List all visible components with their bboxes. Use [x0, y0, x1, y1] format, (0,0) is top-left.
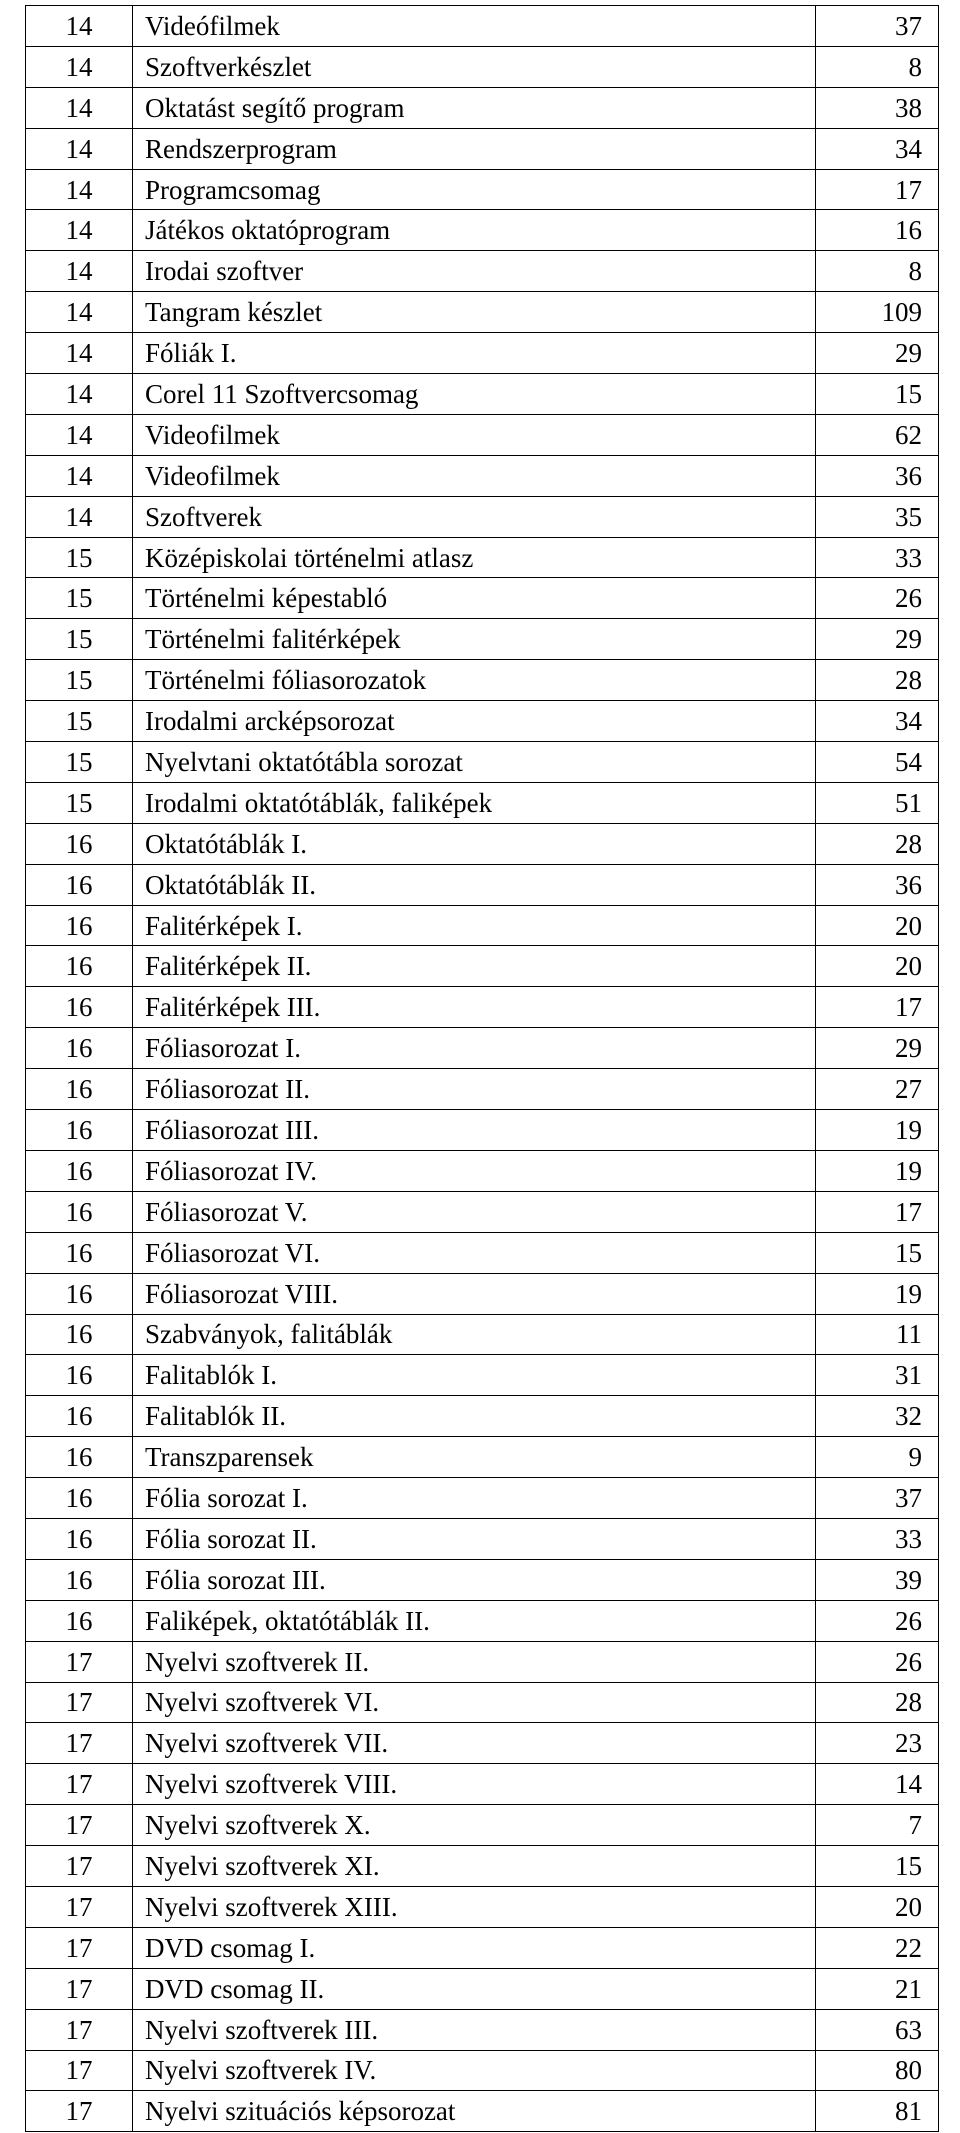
quantity-cell: 7: [816, 1805, 939, 1846]
quantity-cell: 29: [816, 333, 939, 374]
item-name-cell: Fóliasorozat III.: [133, 1110, 816, 1151]
item-name-cell: Programcsomag: [133, 169, 816, 210]
quantity-cell: 8: [816, 251, 939, 292]
grade-cell: 14: [26, 46, 133, 87]
table-row: [26, 1518, 939, 1559]
quantity-cell: 21: [816, 1968, 939, 2009]
item-name-cell: Fólia sorozat III.: [133, 1559, 816, 1600]
table-row: [26, 1600, 939, 1641]
table-row: [26, 455, 939, 496]
quantity-cell: 28: [816, 1682, 939, 1723]
table-row: [26, 742, 939, 783]
item-name-cell: Nyelvi szoftverek VIII.: [133, 1764, 816, 1805]
table-row: [26, 1232, 939, 1273]
grade-cell: 15: [26, 742, 133, 783]
table-row: [26, 619, 939, 660]
item-name-cell: Oktatótáblák I.: [133, 823, 816, 864]
quantity-cell: 33: [816, 1518, 939, 1559]
grade-cell: 17: [26, 1927, 133, 1968]
quantity-cell: 81: [816, 2091, 939, 2132]
item-name-cell: Irodalmi oktatótáblák, faliképek: [133, 782, 816, 823]
grade-cell: 16: [26, 1355, 133, 1396]
table-row: [26, 1355, 939, 1396]
item-name-cell: Oktatást segítő program: [133, 87, 816, 128]
grade-cell: 16: [26, 1396, 133, 1437]
table-row: [26, 414, 939, 455]
quantity-cell: 26: [816, 1641, 939, 1682]
table-row: [26, 496, 939, 537]
grade-cell: 17: [26, 2009, 133, 2050]
grade-cell: 16: [26, 823, 133, 864]
table-row: [26, 169, 939, 210]
table-row: [26, 1927, 939, 1968]
grade-cell: 15: [26, 619, 133, 660]
table-row: [26, 333, 939, 374]
grade-cell: 17: [26, 1968, 133, 2009]
grade-cell: 14: [26, 210, 133, 251]
item-name-cell: Fóliasorozat I.: [133, 1028, 816, 1069]
quantity-cell: 20: [816, 905, 939, 946]
grade-cell: 14: [26, 128, 133, 169]
item-name-cell: Fóliasorozat V.: [133, 1191, 816, 1232]
quantity-cell: 26: [816, 1600, 939, 1641]
table-row: [26, 251, 939, 292]
item-name-cell: Középiskolai történelmi atlasz: [133, 537, 816, 578]
item-name-cell: Faliképek, oktatótáblák II.: [133, 1600, 816, 1641]
table-row: [26, 2050, 939, 2091]
quantity-cell: 17: [816, 987, 939, 1028]
quantity-cell: 109: [816, 292, 939, 333]
grade-cell: 14: [26, 496, 133, 537]
item-name-cell: Nyelvi szoftverek VI.: [133, 1682, 816, 1723]
table-row: [26, 1968, 939, 2009]
grade-cell: 16: [26, 1273, 133, 1314]
grade-cell: 16: [26, 1069, 133, 1110]
item-name-cell: Szabványok, falitáblák: [133, 1314, 816, 1355]
grade-cell: 16: [26, 1314, 133, 1355]
quantity-cell: 16: [816, 210, 939, 251]
item-name-cell: Történelmi falitérképek: [133, 619, 816, 660]
quantity-cell: 36: [816, 455, 939, 496]
quantity-cell: 51: [816, 782, 939, 823]
grade-cell: 15: [26, 660, 133, 701]
table-row: [26, 1641, 939, 1682]
quantity-cell: 20: [816, 1886, 939, 1927]
item-name-cell: Nyelvi szituációs képsorozat: [133, 2091, 816, 2132]
quantity-cell: 11: [816, 1314, 939, 1355]
quantity-cell: 34: [816, 128, 939, 169]
grade-cell: 16: [26, 864, 133, 905]
grade-cell: 16: [26, 946, 133, 987]
grade-cell: 17: [26, 1641, 133, 1682]
table-row: [26, 1314, 939, 1355]
table-row: [26, 537, 939, 578]
quantity-cell: 20: [816, 946, 939, 987]
item-name-cell: Rendszerprogram: [133, 128, 816, 169]
item-name-cell: Falitérképek III.: [133, 987, 816, 1028]
table-row: [26, 1396, 939, 1437]
quantity-cell: 62: [816, 414, 939, 455]
table-row: [26, 701, 939, 742]
table-row: [26, 1478, 939, 1519]
grade-cell: 17: [26, 1764, 133, 1805]
grade-cell: 16: [26, 1600, 133, 1641]
table-row: [26, 1886, 939, 1927]
grade-cell: 16: [26, 1518, 133, 1559]
quantity-cell: 54: [816, 742, 939, 783]
table-row: [26, 2091, 939, 2132]
table-row: [26, 6, 939, 47]
grade-cell: 14: [26, 169, 133, 210]
table-row: [26, 87, 939, 128]
quantity-cell: 35: [816, 496, 939, 537]
inventory-table: [25, 5, 939, 2132]
item-name-cell: Fóliasorozat VI.: [133, 1232, 816, 1273]
quantity-cell: 9: [816, 1437, 939, 1478]
table-row: [26, 946, 939, 987]
grade-cell: 16: [26, 1110, 133, 1151]
quantity-cell: 14: [816, 1764, 939, 1805]
table-row: [26, 1110, 939, 1151]
item-name-cell: Falitérképek II.: [133, 946, 816, 987]
item-name-cell: Videofilmek: [133, 414, 816, 455]
quantity-cell: 29: [816, 619, 939, 660]
item-name-cell: Nyelvi szoftverek X.: [133, 1805, 816, 1846]
quantity-cell: 63: [816, 2009, 939, 2050]
item-name-cell: Irodalmi arcképsorozat: [133, 701, 816, 742]
item-name-cell: Nyelvi szoftverek XIII.: [133, 1886, 816, 1927]
grade-cell: 14: [26, 292, 133, 333]
item-name-cell: Tangram készlet: [133, 292, 816, 333]
item-name-cell: Nyelvi szoftverek IV.: [133, 2050, 816, 2091]
grade-cell: 17: [26, 1805, 133, 1846]
grade-cell: 15: [26, 537, 133, 578]
quantity-cell: 19: [816, 1110, 939, 1151]
item-name-cell: Transzparensek: [133, 1437, 816, 1478]
quantity-cell: 17: [816, 169, 939, 210]
item-name-cell: Falitablók I.: [133, 1355, 816, 1396]
item-name-cell: Nyelvi szoftverek XI.: [133, 1846, 816, 1887]
quantity-cell: 15: [816, 374, 939, 415]
grade-cell: 17: [26, 1846, 133, 1887]
grade-cell: 14: [26, 6, 133, 47]
grade-cell: 14: [26, 87, 133, 128]
table-row: [26, 46, 939, 87]
item-name-cell: Történelmi fóliasorozatok: [133, 660, 816, 701]
table-row: [26, 1559, 939, 1600]
item-name-cell: Nyelvi szoftverek VII.: [133, 1723, 816, 1764]
quantity-cell: 39: [816, 1559, 939, 1600]
quantity-cell: 26: [816, 578, 939, 619]
grade-cell: 14: [26, 251, 133, 292]
item-name-cell: Corel 11 Szoftvercsomag: [133, 374, 816, 415]
item-name-cell: Fóliasorozat VIII.: [133, 1273, 816, 1314]
grade-cell: 17: [26, 1886, 133, 1927]
item-name-cell: Játékos oktatóprogram: [133, 210, 816, 251]
table-row: [26, 1723, 939, 1764]
table-row: [26, 1846, 939, 1887]
quantity-cell: 28: [816, 823, 939, 864]
table-row: [26, 905, 939, 946]
table-row: [26, 292, 939, 333]
grade-cell: 16: [26, 987, 133, 1028]
quantity-cell: 22: [816, 1927, 939, 1968]
item-name-cell: Irodai szoftver: [133, 251, 816, 292]
quantity-cell: 19: [816, 1273, 939, 1314]
table-row: [26, 210, 939, 251]
grade-cell: 16: [26, 905, 133, 946]
inventory-table-body: [26, 6, 939, 2132]
table-row: [26, 578, 939, 619]
item-name-cell: Fóliák I.: [133, 333, 816, 374]
quantity-cell: 31: [816, 1355, 939, 1396]
quantity-cell: 37: [816, 1478, 939, 1519]
quantity-cell: 15: [816, 1232, 939, 1273]
table-row: [26, 864, 939, 905]
table-row: [26, 823, 939, 864]
grade-cell: 16: [26, 1559, 133, 1600]
table-row: [26, 1273, 939, 1314]
grade-cell: 16: [26, 1191, 133, 1232]
item-name-cell: Fóliasorozat II.: [133, 1069, 816, 1110]
table-row: [26, 660, 939, 701]
grade-cell: 17: [26, 1723, 133, 1764]
table-row: [26, 1150, 939, 1191]
quantity-cell: 36: [816, 864, 939, 905]
quantity-cell: 23: [816, 1723, 939, 1764]
grade-cell: 17: [26, 1682, 133, 1723]
grade-cell: 14: [26, 455, 133, 496]
item-name-cell: DVD csomag I.: [133, 1927, 816, 1968]
grade-cell: 16: [26, 1437, 133, 1478]
grade-cell: 14: [26, 333, 133, 374]
quantity-cell: 29: [816, 1028, 939, 1069]
item-name-cell: Falitérképek I.: [133, 905, 816, 946]
item-name-cell: Falitablók II.: [133, 1396, 816, 1437]
grade-cell: 15: [26, 701, 133, 742]
table-row: [26, 1437, 939, 1478]
item-name-cell: Fóliasorozat IV.: [133, 1150, 816, 1191]
table-row: [26, 782, 939, 823]
table-row: [26, 128, 939, 169]
quantity-cell: 8: [816, 46, 939, 87]
quantity-cell: 80: [816, 2050, 939, 2091]
item-name-cell: Videofilmek: [133, 455, 816, 496]
grade-cell: 16: [26, 1232, 133, 1273]
table-row: [26, 1028, 939, 1069]
quantity-cell: 17: [816, 1191, 939, 1232]
table-row: [26, 374, 939, 415]
grade-cell: 16: [26, 1028, 133, 1069]
item-name-cell: Fólia sorozat II.: [133, 1518, 816, 1559]
item-name-cell: Fólia sorozat I.: [133, 1478, 816, 1519]
quantity-cell: 15: [816, 1846, 939, 1887]
quantity-cell: 28: [816, 660, 939, 701]
table-row: [26, 987, 939, 1028]
grade-cell: 15: [26, 578, 133, 619]
grade-cell: 14: [26, 374, 133, 415]
table-row: [26, 2009, 939, 2050]
grade-cell: 17: [26, 2091, 133, 2132]
table-row: [26, 1191, 939, 1232]
item-name-cell: Oktatótáblák II.: [133, 864, 816, 905]
item-name-cell: Nyelvi szoftverek III.: [133, 2009, 816, 2050]
item-name-cell: Szoftverek: [133, 496, 816, 537]
item-name-cell: Nyelvi szoftverek II.: [133, 1641, 816, 1682]
quantity-cell: 37: [816, 6, 939, 47]
quantity-cell: 33: [816, 537, 939, 578]
table-row: [26, 1805, 939, 1846]
grade-cell: 15: [26, 782, 133, 823]
grade-cell: 17: [26, 2050, 133, 2091]
quantity-cell: 38: [816, 87, 939, 128]
item-name-cell: DVD csomag II.: [133, 1968, 816, 2009]
table-row: [26, 1764, 939, 1805]
grade-cell: 16: [26, 1478, 133, 1519]
item-name-cell: Történelmi képestabló: [133, 578, 816, 619]
grade-cell: 16: [26, 1150, 133, 1191]
table-row: [26, 1682, 939, 1723]
quantity-cell: 19: [816, 1150, 939, 1191]
table-row: [26, 1069, 939, 1110]
quantity-cell: 34: [816, 701, 939, 742]
grade-cell: 14: [26, 414, 133, 455]
item-name-cell: Nyelvtani oktatótábla sorozat: [133, 742, 816, 783]
quantity-cell: 32: [816, 1396, 939, 1437]
item-name-cell: Videófilmek: [133, 6, 816, 47]
quantity-cell: 27: [816, 1069, 939, 1110]
item-name-cell: Szoftverkészlet: [133, 46, 816, 87]
